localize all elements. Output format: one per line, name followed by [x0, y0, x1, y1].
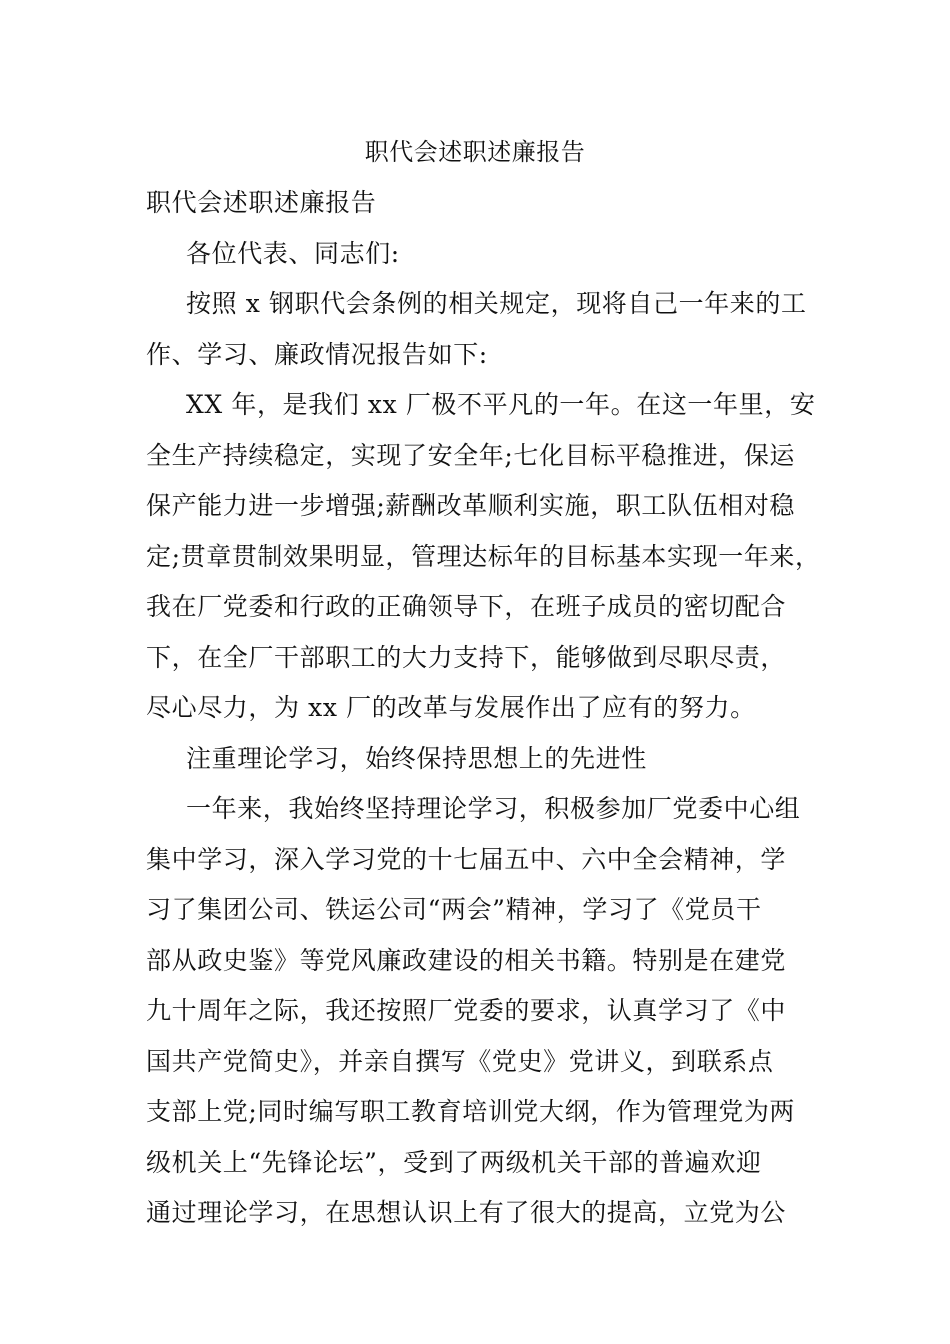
body-line: 定;贯章贯制效果明显，管理达标年的目标基本实现一年来，: [146, 541, 821, 571]
body-line: 级机关上“先锋论坛”，受到了两级机关干部的普遍欢迎: [146, 1147, 762, 1177]
body-line: XX 年，是我们 xx 厂极不平凡的一年。在这一年里，安: [186, 390, 816, 419]
body-line: 我在厂党委和行政的正确领导下，在班子成员的密切配合: [146, 592, 787, 621]
body-line: 下，在全厂干部职工的大力支持下，能够做到尽职尽责，: [146, 642, 787, 672]
document-title: 职代会述职述廉报告: [364, 138, 586, 166]
section-heading: 注重理论学习，始终保持思想上的先进性: [186, 743, 647, 773]
body-line: 尽心尽力，为 xx 厂的改革与发展作出了应有的努力。: [146, 693, 756, 722]
body-line: 集中学习，深入学习党的十七届五中、六中全会精神，学: [146, 844, 787, 874]
body-line-salutation: 各位代表、同志们:: [186, 238, 400, 268]
body-line: 通过理论学习，在思想认识上有了很大的提高，立党为公: [146, 1198, 787, 1227]
body-line: 支部上党;同时编写职工教育培训党大纲，作为管理党为两: [146, 1097, 796, 1126]
body-line: 作、学习、廉政情况报告如下:: [146, 339, 488, 369]
body-line: 按照 x 钢职代会条例的相关规定，现将自己一年来的工: [186, 289, 807, 318]
body-line: 国共产党简史》，并亲自撰写《党史》党讲义，到联系点: [146, 1046, 774, 1076]
body-line: 一年来，我始终坚持理论学习，积极参加厂党委中心组: [186, 794, 801, 823]
body-line: 全生产持续稳定，实现了安全年;七化目标平稳推进，保运: [146, 440, 796, 470]
body-line: 九十周年之际，我还按照厂党委的要求，认真学习了《中: [146, 996, 787, 1025]
document-body: [146, 178, 821, 1239]
body-line: 保产能力进一步增强;薪酬改革顺利实施，职工队伍相对稳: [146, 491, 796, 520]
body-line-heading: 职代会述职述廉报告: [146, 188, 377, 217]
body-line: 部从政史鉴》等党风廉政建设的相关书籍。特别是在建党: [146, 945, 787, 975]
body-line: 习了集团公司、铁运公司“两会”精神，学习了《党员干: [146, 895, 762, 924]
